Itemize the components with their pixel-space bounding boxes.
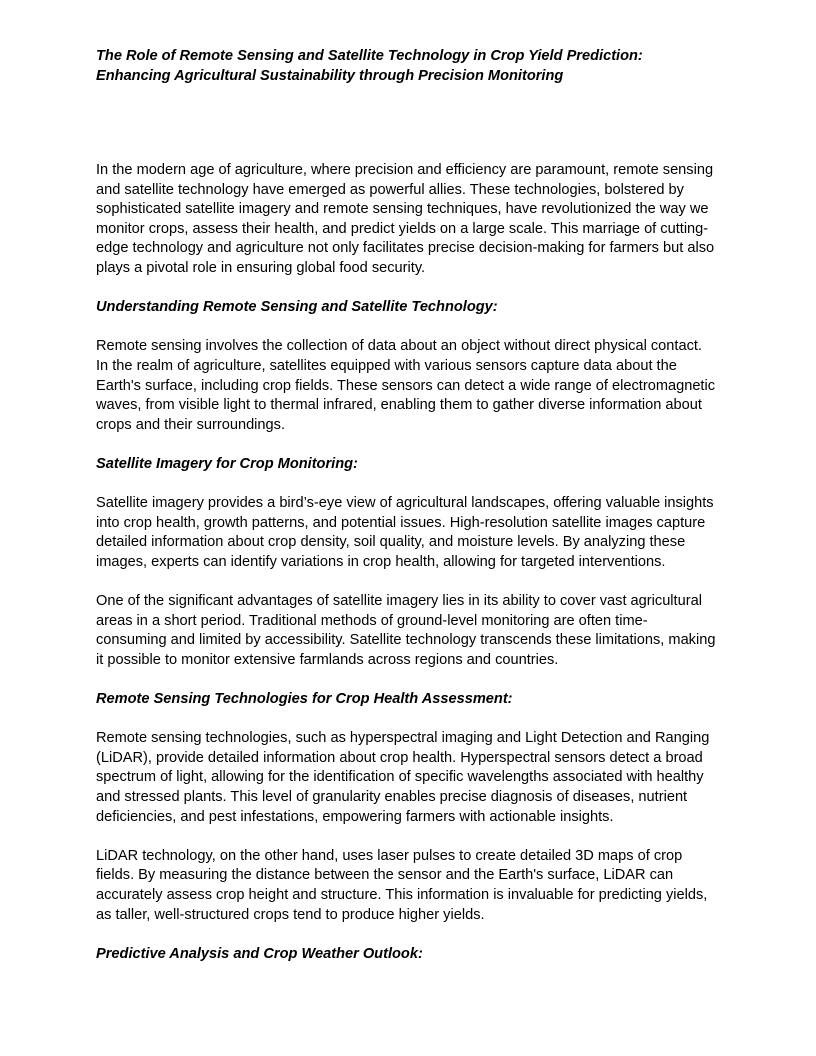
body-paragraph (96, 847, 724, 925)
text-line: Remote sensing involves the collection of data about an object without direct physical contact. (96, 338, 702, 355)
spacer (96, 670, 724, 690)
section-crop-health-assessment (96, 690, 724, 925)
section-heading: Satellite Imagery for Crop Monitoring: (96, 455, 358, 472)
title-line: The Role of Remote Sensing and Satellite Technology in Crop Yield Prediction: (96, 48, 643, 64)
section-heading: Remote Sensing Technologies for Crop Health Assessment: (96, 691, 513, 708)
intro-section (96, 161, 724, 279)
text-line: monitor crops, assess their health, and predict yields on a large scale. This marriage of cutting- (96, 220, 709, 237)
body-paragraph (96, 592, 724, 670)
title-line: Enhancing Agricultural Sustainability through Precision Monitoring (96, 67, 564, 84)
text-line: Satellite imagery provides a bird’s-eye view of agricultural landscapes, offering valuable insights (96, 495, 714, 512)
text-line: into crop health, growth patterns, and potential issues. High-resolution satellite images capture (96, 514, 706, 531)
body-paragraph (96, 494, 724, 572)
text-line: Remote sensing technologies, such as hyperspectral imaging and Light Detection and Ranging (96, 730, 710, 747)
text-line: crops and their surroundings. (96, 416, 286, 433)
spacer (96, 710, 724, 730)
intro-paragraph (96, 161, 724, 279)
text-line: In the realm of agriculture, satellites equipped with various sensors capture data about the (96, 357, 677, 374)
text-line: and satellite technology have emerged as powerful allies. These technologies, bolstered by (96, 181, 684, 198)
text-line: and stressed plants. This level of granularity enables precise diagnosis of diseases, nutrient (96, 789, 688, 805)
section-understanding-remote-sensing (96, 298, 724, 435)
spacer (96, 925, 724, 945)
spacer (96, 475, 724, 495)
text-line: images, experts can identify variations in crop health, allowing for targeted interventions. (96, 553, 666, 570)
spacer (96, 318, 724, 338)
spacer (96, 279, 724, 299)
text-line: areas in a short period. Traditional methods of ground-level monitoring are often time- (96, 612, 648, 629)
spacer (96, 827, 724, 847)
text-line: edge technology and agriculture not only facilitates precise decision-making for farmers but also (96, 240, 715, 257)
text-line: One of the significant advantages of satellite imagery lies in its ability to cover vast agricultural (96, 593, 702, 610)
text-line: (LiDAR), provide detailed information about crop health. Hyperspectral sensors detect a broad (96, 749, 703, 766)
text-line: consuming and limited by accessibility. Satellite technology transcends these limitations, making (96, 632, 716, 649)
text-line: sophisticated satellite imagery and remote sensing techniques, have revolutionized the way we (96, 201, 709, 218)
spacer (96, 572, 724, 592)
text-line: plays a pivotal role in ensuring global food security. (96, 259, 426, 276)
section-heading: Predictive Analysis and Crop Weather Outlook: (96, 945, 423, 962)
text-line: In the modern age of agriculture, where precision and efficiency are paramount, remote sensing (96, 162, 714, 178)
text-line: fields. By measuring the distance between the sensor and the Earth's surface, LiDAR can (96, 867, 674, 884)
section-heading: Understanding Remote Sensing and Satellite Technology: (96, 299, 498, 316)
text-line: accurately assess crop height and structure. This information is invaluable for predicting yields, (96, 886, 708, 903)
text-line: detailed information about crop density, soil quality, and moisture levels. By analyzing these (96, 534, 686, 551)
text-line: spectrum of light, allowing for the identification of specific wavelengths associated with healthy (96, 769, 704, 786)
body-paragraph (96, 337, 724, 435)
body-paragraph (96, 729, 724, 827)
document-page (96, 47, 724, 964)
text-line: as taller, well-structured crops tend to produce higher yields. (96, 906, 485, 923)
text-line: it possible to monitor extensive farmlands across regions and countries. (96, 651, 559, 668)
spacer (96, 435, 724, 455)
section-predictive-analysis (96, 945, 724, 965)
text-line: deficiencies, and pest infestations, empowering farmers with actionable insights. (96, 808, 614, 825)
text-line: LiDAR technology, on the other hand, uses laser pulses to create detailed 3D maps of crop (96, 847, 683, 864)
section-satellite-imagery (96, 455, 724, 671)
text-line: Earth's surface, including crop fields. These sensors can detect a wide range of electromagnetic (96, 377, 716, 394)
text-line: waves, from visible light to thermal infrared, enabling them to gather diverse information about (96, 397, 702, 414)
document-title (96, 47, 724, 86)
